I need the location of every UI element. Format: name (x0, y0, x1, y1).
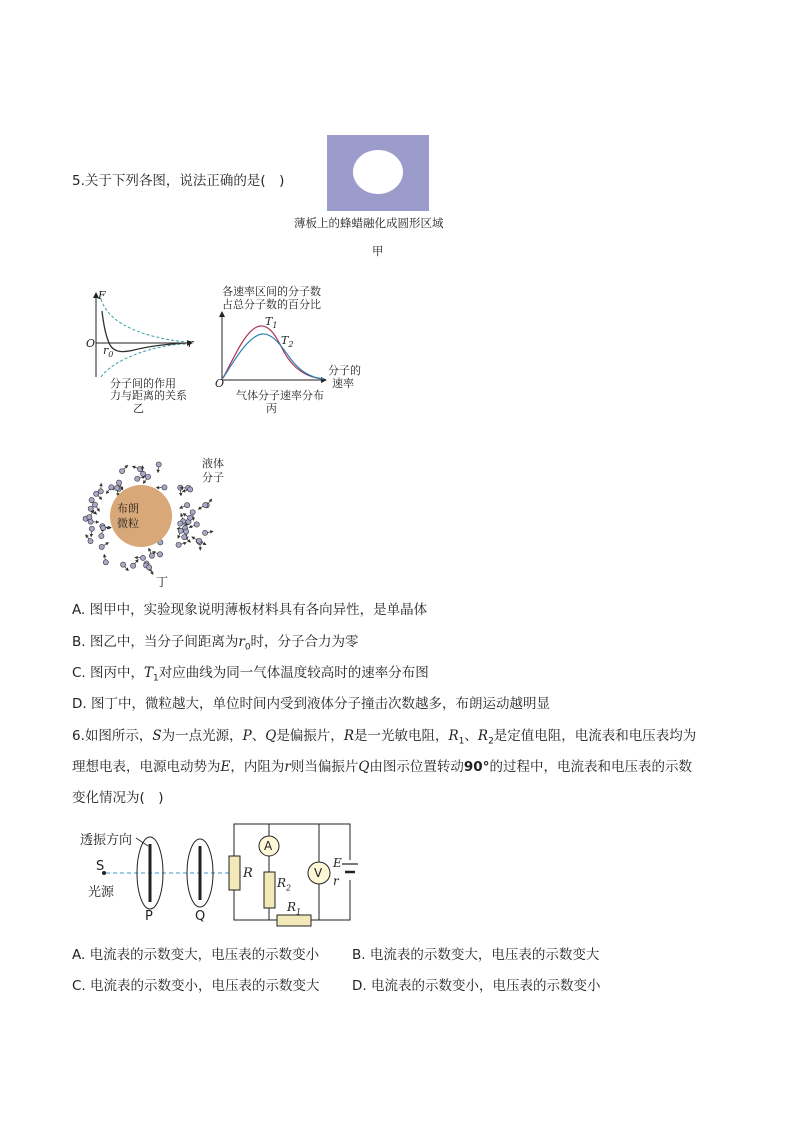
bing-ylabel-line1: 各速率区间的分子数 (222, 285, 321, 298)
liquid-molecule (176, 542, 181, 547)
liquid-molecule (140, 471, 145, 476)
yi-caption-line2: 力与距离的关系 (110, 389, 187, 402)
bing-t2-label: $T_2$ (281, 334, 294, 350)
circuit-r-label: R (243, 866, 253, 881)
liquid-molecule (202, 530, 207, 535)
q6-option-d: D. 电流表的示数变小，电压表的示数变小 (352, 978, 601, 994)
liquid-molecule (99, 544, 104, 549)
ding-label: 丁 (156, 575, 169, 589)
q6-stem-line2: 理想电表，电源电动势为E，内阻为r则当偏振片Q由图示位置转动90°的过程中，电流表和电压表的示数 (72, 759, 692, 775)
bing-ylabel-line2: 占总分子数的百分比 (222, 298, 321, 311)
liquid-molecule (145, 474, 150, 479)
liquid-molecule (88, 539, 93, 544)
liquid-molecule (116, 480, 121, 485)
liquid-molecule (182, 535, 187, 540)
yi-axis-x-label: r (188, 337, 194, 350)
liquid-molecule (92, 502, 97, 507)
circuit-r-internal-label: r (333, 874, 339, 888)
melted-wax-circle (353, 150, 403, 194)
liquid-molecule (89, 526, 94, 531)
q6-option-b: B. 电流表的示数变大，电压表的示数变大 (352, 947, 600, 963)
yi-label: 乙 (133, 402, 144, 415)
q6-option-a: A. 电流表的示数变大，电压表的示数变小 (72, 947, 320, 963)
liquid-molecule (178, 521, 183, 526)
circuit-a-label: A (264, 839, 273, 853)
bing-xlabel-line1: 分子的 (328, 364, 361, 377)
bing-caption: 气体分子速率分布 (236, 389, 324, 402)
ding-particle-line2: 微粒 (117, 517, 139, 530)
liquid-molecule (88, 506, 93, 511)
liquid-molecule (99, 534, 104, 539)
fig-jia-plate (327, 135, 429, 211)
circuit-r1-label: $R_1$ (287, 900, 302, 917)
q5-option-a: A. 图甲中，实验现象说明薄板材料具有各向异性，是单晶体 (72, 602, 428, 618)
liquid-molecule (194, 522, 199, 527)
ding-liquid-line1: 液体 (202, 457, 224, 470)
photoresistor-r (229, 856, 240, 890)
liquid-molecule (190, 510, 195, 515)
liquid-molecule (88, 519, 93, 524)
liquid-molecule (103, 560, 108, 565)
liquid-molecule (185, 503, 190, 508)
circuit-q-label: Q (195, 909, 206, 924)
liquid-molecule (119, 468, 124, 473)
resistor-r2 (264, 872, 275, 908)
circuit-p-label: P (145, 909, 153, 924)
liquid-molecule (140, 555, 145, 560)
yi-repulsive-curve (101, 299, 186, 342)
liquid-molecule (101, 525, 106, 530)
circuit-source-label: 光源 (88, 885, 115, 900)
q5-option-c: C. 图丙中，$T_1$对应曲线为同一气体温度较高时的速率分布图 (72, 665, 429, 684)
q5-option-b: B. 图乙中，当分子间距离为$r_0$时，分子合力为零 (72, 634, 359, 653)
liquid-molecule (109, 485, 114, 490)
yi-net-force-curve (102, 311, 186, 352)
fig-jia-caption: 薄板上的蜂蜡融化成圆形区域 (294, 216, 444, 230)
q6-stem-line3: 变化情况为( ) (72, 790, 164, 806)
bing-curve-t2 (223, 334, 324, 379)
liquid-molecule (183, 529, 188, 534)
liquid-molecule (178, 528, 183, 533)
liquid-molecule (157, 552, 162, 557)
liquid-molecule (146, 565, 151, 570)
brownian-particle (110, 485, 172, 547)
circuit-polar-dir-label: 透振方向 (80, 833, 133, 848)
yi-r0-label: $r_0$ (103, 344, 114, 360)
yi-caption-line1: 分子间的作用 (110, 377, 176, 390)
fig-jia-label: 甲 (372, 244, 384, 258)
bing-origin-label: O (215, 377, 225, 390)
bing-t1-label: $T_1$ (265, 315, 278, 331)
q5-stem: 5.关于下列各图，说法正确的是( ) (72, 173, 285, 189)
liquid-molecule (188, 487, 193, 492)
yi-axis-y-label: F (98, 289, 106, 302)
liquid-molecule (187, 515, 192, 520)
q6-stem-line1: 6.如图所示，S为一点光源，P、Q是偏振片，R是一光敏电阻，$R_1$、$R_2$是定值电阻，电流表和电压表均为 (72, 728, 697, 747)
circuit-r2-label: $R_2$ (277, 876, 292, 893)
liquid-molecule (135, 476, 140, 481)
bing-curve-t1 (223, 326, 324, 379)
ding-particle-line1: 布朗 (117, 502, 139, 515)
liquid-molecule (130, 563, 135, 568)
liquid-molecule (149, 553, 154, 558)
q6-option-c: C. 电流表的示数变小，电压表的示数变大 (72, 978, 320, 994)
yi-origin-label: O (86, 337, 96, 350)
liquid-molecule (203, 502, 208, 507)
liquid-molecule (156, 462, 161, 467)
liquid-molecule (89, 497, 94, 502)
liquid-molecule (162, 485, 167, 490)
circuit-e-label: E (333, 856, 342, 870)
liquid-molecule (94, 491, 99, 496)
liquid-molecule (196, 538, 201, 543)
liquid-molecule (114, 485, 119, 490)
liquid-molecule (137, 466, 142, 471)
q5-option-d: D. 图丁中，微粒越大，单位时间内受到液体分子撞击次数越多，布朗运动越明显 (72, 696, 550, 712)
ding-liquid-line2: 分子 (202, 471, 224, 484)
circuit-v-label: V (314, 866, 323, 880)
bing-label: 丙 (266, 402, 277, 415)
bing-xlabel-line2: 速率 (332, 377, 354, 390)
circuit-s-label: S (96, 859, 105, 874)
liquid-molecule (121, 562, 126, 567)
